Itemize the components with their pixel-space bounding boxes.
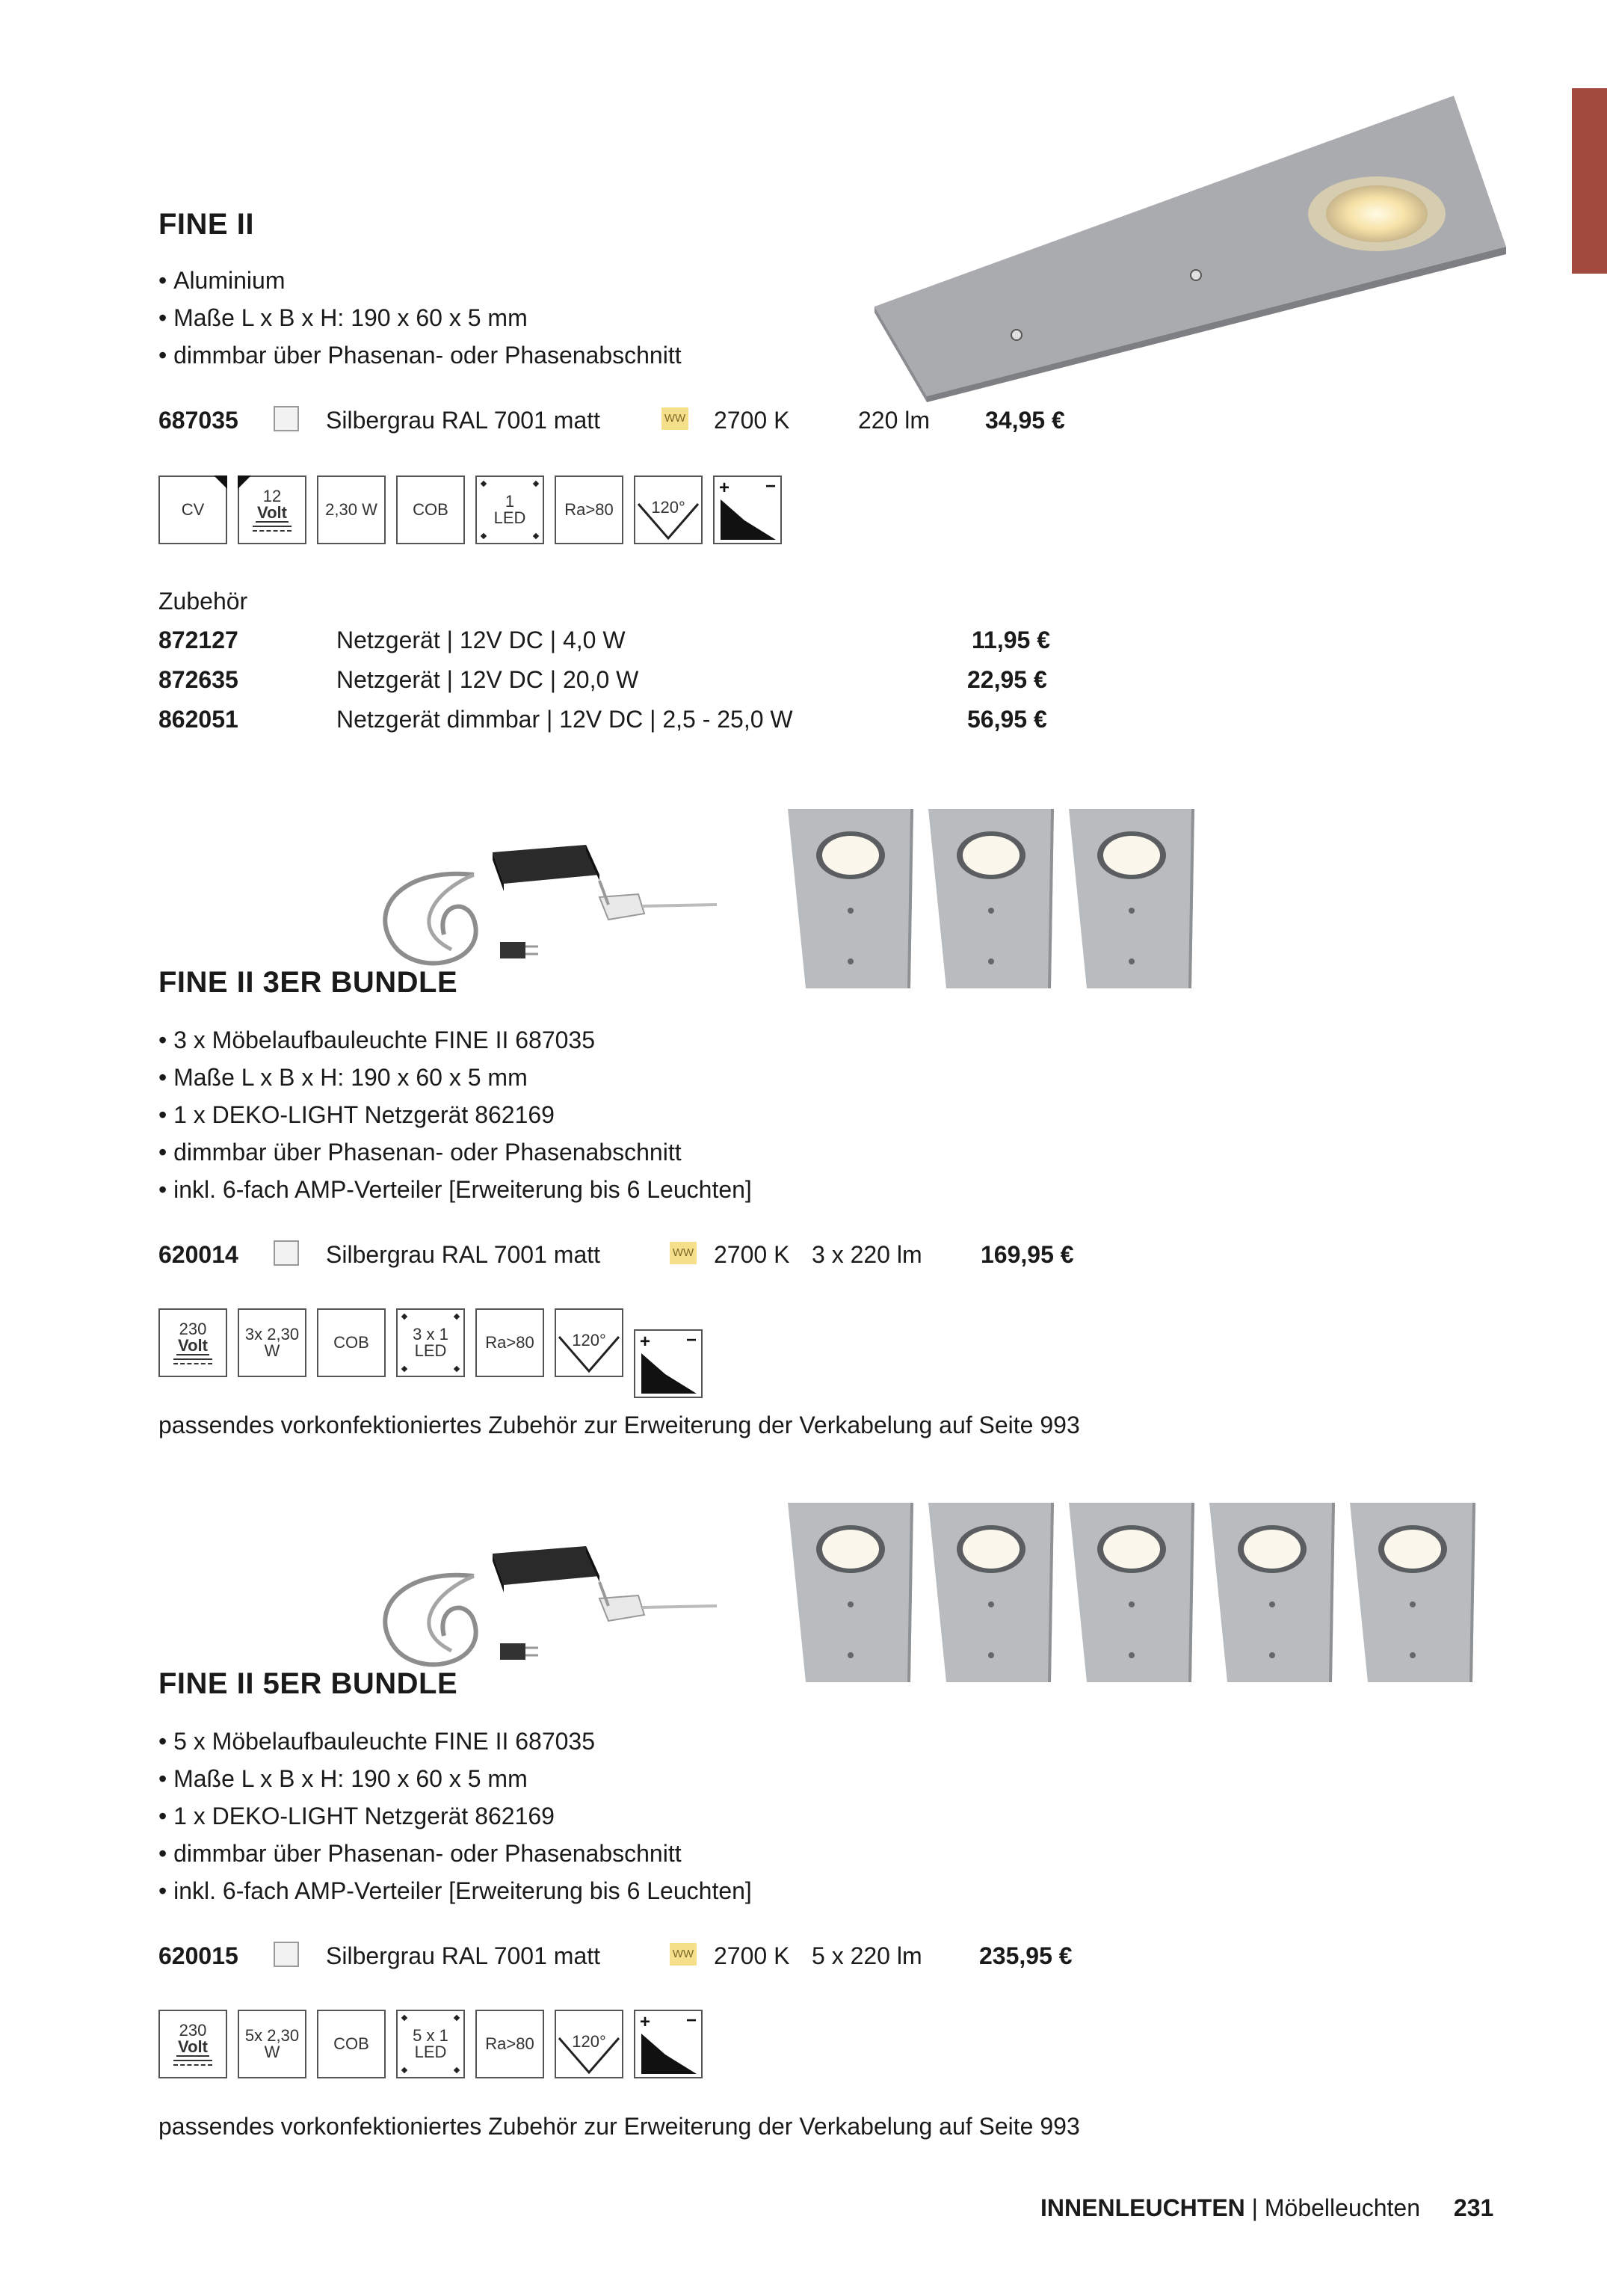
corner-dot: [481, 481, 487, 487]
feature-list: [158, 1021, 752, 1208]
feature-item: • 1 x DEKO-LIGHT Netzgerät 862169: [158, 1797, 752, 1835]
wattage-icon: [317, 475, 386, 544]
beam-angle-value: 120°: [572, 1331, 606, 1349]
led-count-icon: [396, 1308, 465, 1377]
wattage-value: 3x 2,30: [244, 1325, 300, 1344]
luminous-flux: 220 lm: [858, 407, 931, 434]
luminous-flux: 5 x 220 lm: [812, 1942, 922, 1969]
color-swatch: [274, 1240, 299, 1266]
accessory-code: 862051: [158, 706, 238, 733]
feature-item: • 1 x DEKO-LIGHT Netzgerät 862169: [158, 1096, 752, 1133]
accessory-note: passendes vorkonfektioniertes Zubehör zur Erweiterung der Verkabelung auf Seite 993: [158, 2113, 1080, 2140]
corner-marker: [214, 475, 227, 489]
led-number: 3 x 1: [413, 1325, 448, 1344]
cob-label: COB: [413, 500, 448, 519]
feature-item: • dimmbar über Phasenan- oder Phasenabschnitt: [158, 1133, 752, 1171]
accessory-note: passendes vorkonfektioniertes Zubehör zur Erweiterung der Verkabelung auf Seite 993: [158, 1412, 1080, 1438]
voltage-value: 230: [179, 1320, 207, 1338]
accessory-desc: Netzgerät | 12V DC | 4,0 W: [336, 627, 626, 653]
beam-angle-shape: [558, 1332, 620, 1376]
corner-dot: [401, 2067, 407, 2073]
wattage-unit: W: [264, 1341, 280, 1360]
color-name: Silbergrau RAL 7001 matt: [326, 1241, 601, 1268]
led-unit: LED: [493, 508, 526, 527]
wattage-value: 5x 2,30: [244, 2026, 300, 2045]
svg-text:−: −: [686, 2011, 697, 2031]
color-name: Silbergrau RAL 7001 matt: [326, 1942, 601, 1969]
cob-label: COB: [333, 2034, 369, 2053]
feature-item: • dimmbar über Phasenan- oder Phasenabschnitt: [158, 1835, 752, 1872]
voltage-value: 12: [262, 487, 282, 505]
svg-text:+: +: [719, 478, 730, 498]
cri-icon: [475, 1308, 544, 1377]
corner-dot: [533, 533, 539, 539]
feature-item: • Maße L x B x H: 190 x 60 x 5 mm: [158, 1059, 752, 1096]
section-title: FINE II 3ER BUNDLE: [158, 966, 458, 999]
led-count-icon: [396, 2010, 465, 2078]
cri-icon: [555, 475, 623, 544]
led-count-icon: [475, 475, 544, 544]
cri-value: Ra>80: [485, 2034, 534, 2053]
color-temperature: 2700 K: [714, 407, 790, 434]
cri-value: Ra>80: [485, 1333, 534, 1352]
beam-angle-icon: [634, 475, 703, 544]
svg-text:+: +: [640, 2012, 651, 2032]
feature-list: [158, 262, 682, 374]
voltage-icon: [158, 1308, 227, 1377]
svg-text:−: −: [765, 477, 777, 496]
price: 169,95 €: [981, 1241, 1074, 1268]
feature-item: • Maße L x B x H: 190 x 60 x 5 mm: [158, 299, 682, 336]
dc-symbol: [253, 526, 292, 532]
accessory-price: 56,95 €: [967, 706, 1047, 733]
feature-item: • inkl. 6-fach AMP-Verteiler [Erweiterung bis 6 Leuchten]: [158, 1171, 752, 1208]
corner-dot: [401, 1314, 407, 1320]
corner-dot: [401, 1366, 407, 1372]
article-number: 620014: [158, 1241, 238, 1268]
three-lights-image: [785, 806, 1203, 1000]
dim-curve-shape: [635, 1331, 701, 1397]
cv-label: CV: [181, 500, 205, 519]
power-supply-image: [362, 1539, 721, 1688]
led-unit: LED: [414, 2043, 447, 2061]
corner-dot: [401, 2015, 407, 2021]
cob-icon: [317, 2010, 386, 2078]
wattage-icon: [238, 1308, 306, 1377]
beam-angle-icon: [555, 1308, 623, 1377]
corner-dot: [481, 533, 487, 539]
cob-label: COB: [333, 1333, 369, 1352]
corner-dot: [454, 2015, 460, 2021]
corner-dot: [454, 1366, 460, 1372]
accessory-price: 22,95 €: [967, 666, 1047, 693]
corner-dot: [533, 481, 539, 487]
corner-dot: [454, 2067, 460, 2073]
wattage-unit: W: [264, 2043, 280, 2061]
warm-white-icon: WW: [670, 1242, 697, 1264]
voltage-unit: Volt: [257, 503, 287, 522]
voltage-icon: [238, 475, 306, 544]
corner-marker: [238, 475, 251, 489]
led-number: 1: [505, 492, 515, 511]
led-number: 5 x 1: [413, 2026, 448, 2045]
footer-separator: |: [1251, 2194, 1258, 2221]
ac-symbol: [173, 1358, 212, 1364]
feature-item: • inkl. 6-fach AMP-Verteiler [Erweiterung bis 6 Leuchten]: [158, 1872, 752, 1909]
warm-white-icon: WW: [661, 407, 688, 430]
price: 235,95 €: [979, 1942, 1073, 1969]
feature-item: • dimmbar über Phasenan- oder Phasenabschnitt: [158, 336, 682, 374]
feature-item: • Aluminium: [158, 262, 682, 299]
beam-angle-shape: [558, 2034, 620, 2077]
cv-icon: [158, 475, 227, 544]
corner-dot: [454, 1314, 460, 1320]
dim-curve-shape: [715, 477, 780, 543]
article-number: 687035: [158, 407, 238, 434]
feature-list: [158, 1723, 752, 1909]
article-number: 620015: [158, 1942, 238, 1969]
page-number: 231: [1453, 2194, 1494, 2221]
accessory-price: 11,95 €: [972, 627, 1050, 653]
footer-subcategory: Möbelleuchten: [1264, 2194, 1421, 2221]
dimmable-icon: [713, 475, 782, 544]
color-swatch: [274, 1942, 299, 1967]
color-temperature: 2700 K: [714, 1241, 790, 1268]
dim-curve-shape: [635, 2011, 701, 2077]
luminous-flux: 3 x 220 lm: [812, 1241, 922, 1268]
fine-ii-product-image: [867, 88, 1510, 402]
section-title: FINE II: [158, 208, 254, 241]
accessory-desc: Netzgerät dimmbar | 12V DC | 2,5 - 25,0 W: [336, 706, 793, 733]
feature-item: • 5 x Möbelaufbauleuchte FINE II 687035: [158, 1723, 752, 1760]
power-supply-image: [362, 837, 721, 987]
voltage-unit: Volt: [178, 1336, 208, 1355]
accessory-desc: Netzgerät | 12V DC | 20,0 W: [336, 666, 639, 693]
color-temperature: 2700 K: [714, 1942, 790, 1969]
svg-text:+: +: [640, 1332, 651, 1352]
cob-icon: [396, 475, 465, 544]
svg-text:−: −: [686, 1331, 697, 1350]
wattage-icon: [238, 2010, 306, 2078]
beam-angle-icon: [555, 2010, 623, 2078]
color-swatch: [274, 406, 299, 431]
accessories-label: Zubehör: [158, 588, 248, 615]
voltage-icon: [158, 2010, 227, 2078]
color-name: Silbergrau RAL 7001 matt: [326, 407, 601, 434]
five-lights-image: [785, 1500, 1487, 1694]
cob-icon: [317, 1308, 386, 1377]
price: 34,95 €: [985, 407, 1065, 434]
voltage-unit: Volt: [178, 2037, 208, 2056]
voltage-value: 230: [179, 2021, 207, 2040]
dimmable-icon: [634, 2010, 703, 2078]
section-title: FINE II 5ER BUNDLE: [158, 1667, 458, 1700]
warm-white-icon: WW: [670, 1943, 697, 1966]
chapter-tab: [1572, 88, 1607, 274]
feature-item: • 3 x Möbelaufbauleuchte FINE II 687035: [158, 1021, 752, 1059]
accessory-code: 872635: [158, 666, 238, 693]
led-unit: LED: [414, 1341, 447, 1360]
ac-symbol: [173, 2060, 212, 2066]
feature-item: • Maße L x B x H: 190 x 60 x 5 mm: [158, 1760, 752, 1797]
footer-category: INNENLEUCHTEN: [1040, 2194, 1245, 2221]
page-footer: [1040, 2194, 1493, 2222]
dimmable-icon: [634, 1329, 703, 1398]
cri-icon: [475, 2010, 544, 2078]
beam-angle-value: 120°: [572, 2032, 606, 2051]
beam-angle-value: 120°: [651, 498, 685, 517]
accessory-code: 872127: [158, 627, 238, 653]
cri-value: Ra>80: [564, 500, 614, 519]
beam-angle-shape: [637, 499, 700, 543]
wattage-value: 2,30 W: [325, 500, 377, 519]
